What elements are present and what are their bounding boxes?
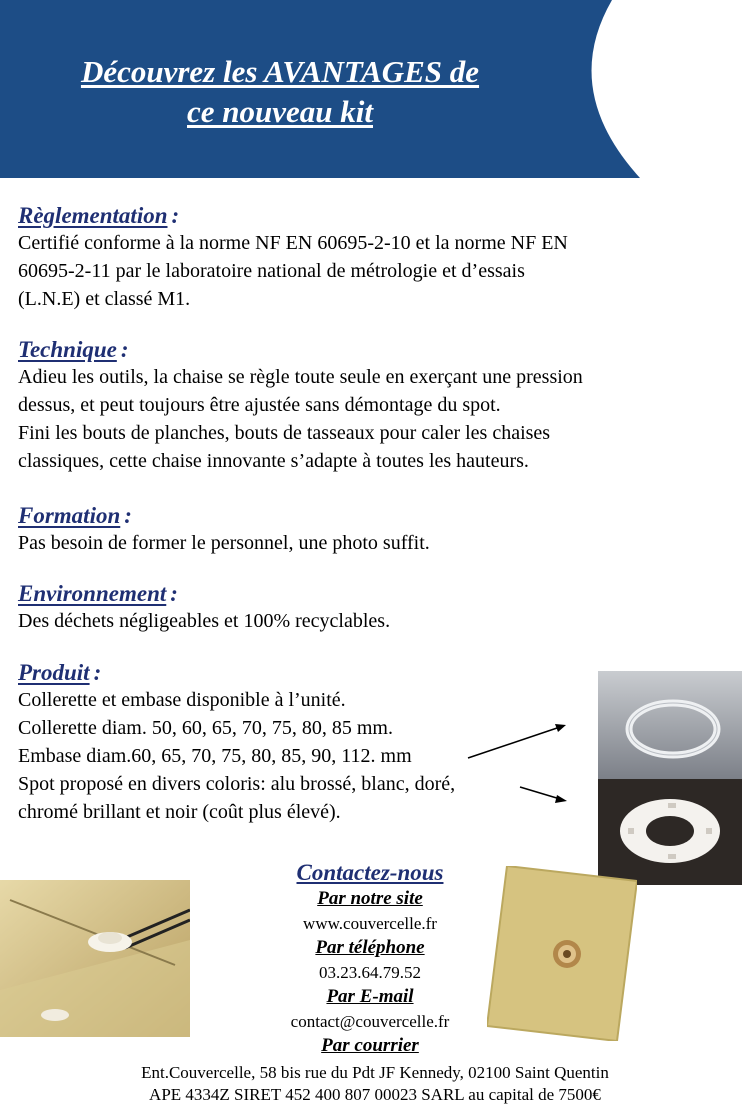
section-formation <box>18 503 718 557</box>
text-line: Fini les bouts de planches, bouts de tasseaux pour caler les chaises <box>18 422 551 444</box>
installed-kit-icon <box>0 880 190 1037</box>
contact-site-label: Par notre site <box>317 888 423 909</box>
contact-phone-label: Par téléphone <box>315 937 425 958</box>
produit-text <box>18 686 598 826</box>
footer-address: Ent.Couvercelle, 58 bis rue du Pdt JF Kennedy, 02100 Saint Quentin <box>141 1063 609 1082</box>
section-technique <box>18 337 718 475</box>
section-reglementation <box>18 203 718 313</box>
contact-block <box>170 859 570 1058</box>
text-line: Des déchets négligeables et 100% recyclables. <box>18 610 391 632</box>
text-line: dessus, et peut toujours être ajustée sans démontage du spot. <box>18 394 501 416</box>
section-environnement <box>18 581 718 635</box>
text-line: Collerette diam. 50, 60, 65, 70, 75, 80, 85 mm. <box>18 717 393 739</box>
contact-email-label: Par E-mail <box>326 986 414 1007</box>
collerette-ring-icon <box>598 671 742 779</box>
header-banner <box>0 0 750 178</box>
text-line: Embase diam.60, 65, 70, 75, 80, 85, 90, 112. mm <box>18 745 412 767</box>
contact-website-link[interactable]: www.couvercelle.fr <box>303 914 437 933</box>
page-title <box>20 52 540 132</box>
text-line: Adieu les outils, la chaise se règle toute seule en exerçant une pression <box>18 366 583 388</box>
formation-heading: Formation : <box>18 503 132 528</box>
contact-phone-number[interactable]: 03.23.64.79.52 <box>319 963 421 982</box>
title-line-2: ce nouveau kit <box>187 94 373 129</box>
text-line: Pas besoin de former le personnel, une photo suffit. <box>18 532 430 554</box>
text-line: Certifié conforme à la norme NF EN 60695-2-10 et la norme NF EN <box>18 232 568 254</box>
contact-title: Contactez-nous <box>296 860 444 885</box>
technique-heading: Technique : <box>18 337 129 362</box>
text-line: (L.N.E) et classé M1. <box>18 288 191 310</box>
collerette-photo <box>598 671 742 779</box>
formation-text <box>18 529 718 557</box>
text-line: Collerette et embase disponible à l’unité. <box>18 689 346 711</box>
text-line: chromé brillant et noir (coût plus élevé). <box>18 801 341 823</box>
technique-text <box>18 363 718 475</box>
text-line: 60695-2-11 par le laboratoire national de métrologie et d’essais <box>18 260 525 282</box>
environnement-text <box>18 607 718 635</box>
text-line: Spot proposé en divers coloris: alu brossé, blanc, doré, <box>18 773 456 795</box>
environnement-heading: Environnement : <box>18 581 178 606</box>
section-produit <box>18 660 598 826</box>
footer <box>0 1062 750 1106</box>
contact-mail-label: Par courrier <box>321 1035 419 1056</box>
title-line-1: Découvrez les AVANTAGES de <box>80 54 480 89</box>
contact-email-link[interactable]: contact@couvercelle.fr <box>290 1012 450 1031</box>
reglementation-heading: Règlementation : <box>18 203 180 228</box>
reglementation-text <box>18 229 718 313</box>
text-line: classiques, cette chaise innovante s’adapte à toutes les hauteurs. <box>18 450 529 472</box>
installed-kit-photo <box>0 880 190 1037</box>
footer-legal: APE 4334Z SIRET 452 400 807 00023 SARL au capital de 7500€ <box>149 1085 601 1104</box>
produit-heading: Produit : <box>18 660 102 685</box>
